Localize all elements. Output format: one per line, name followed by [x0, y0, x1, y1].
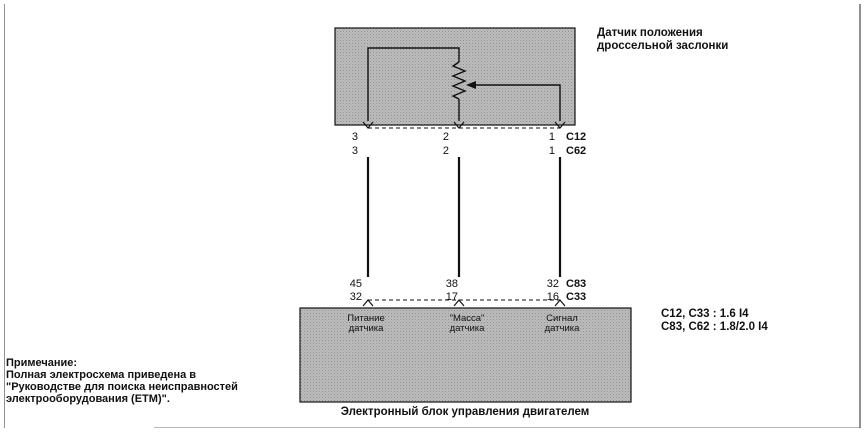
bottom-connector-chevrons: [363, 300, 565, 306]
sensor-title-line2: дроссельной заслонки: [597, 40, 729, 52]
wiring-diagram: [4, 4, 861, 428]
note-line1: Полная электросхема приведена в: [6, 369, 197, 381]
legend-line1: C12, C33 : 1.6 I4: [661, 308, 749, 320]
bottom-pin-1-row1: 45: [349, 278, 362, 290]
ecu-terminal-power-line1: Питание: [347, 313, 385, 324]
ecu-terminal-power-line2: датчика: [348, 323, 384, 334]
top-pin-3-row2: 1: [548, 145, 555, 157]
top-pin-3-row1: 1: [548, 131, 555, 143]
diagram-frame: [4, 4, 861, 428]
wires: [368, 157, 560, 277]
top-connector-label-row1: C12: [566, 131, 587, 143]
bottom-pin-2-row1: 38: [445, 278, 458, 290]
ecu-terminal-ground-line2: датчика: [449, 323, 485, 334]
ecu-terminal-ground-line1: "Масса": [449, 313, 485, 324]
note-title: Примечание:: [6, 357, 78, 369]
note-line3: электрооборудования (ETM)".: [6, 393, 170, 405]
top-pin-2-row2: 2: [442, 145, 449, 157]
top-pin-1-row1: 3: [351, 131, 358, 143]
bottom-pin-3-row1: 32: [546, 278, 559, 290]
sensor-title-line1: Датчик положения: [597, 27, 703, 39]
ecu-terminal-signal-line1: Сигнал: [546, 313, 578, 324]
bottom-connector-label-row2: C33: [566, 291, 587, 303]
ecu-caption: Электронный блок управления двигателем: [340, 406, 590, 418]
legend-line2: C83, C62 : 1.8/2.0 I4: [661, 321, 768, 333]
bottom-pin-3-row2: 16: [546, 291, 559, 303]
bottom-connector-label-row1: C83: [566, 278, 587, 290]
note-line2: "Руководстве для поиска неисправностей: [6, 381, 238, 393]
ecu-terminal-signal-line2: датчика: [544, 323, 580, 334]
bottom-pin-1-row2: 32: [349, 291, 362, 303]
top-pin-1-row2: 3: [351, 145, 358, 157]
top-pin-2-row1: 2: [442, 131, 449, 143]
bottom-pin-2-row2: 17: [445, 291, 458, 303]
top-connector-label-row2: C62: [566, 145, 587, 157]
